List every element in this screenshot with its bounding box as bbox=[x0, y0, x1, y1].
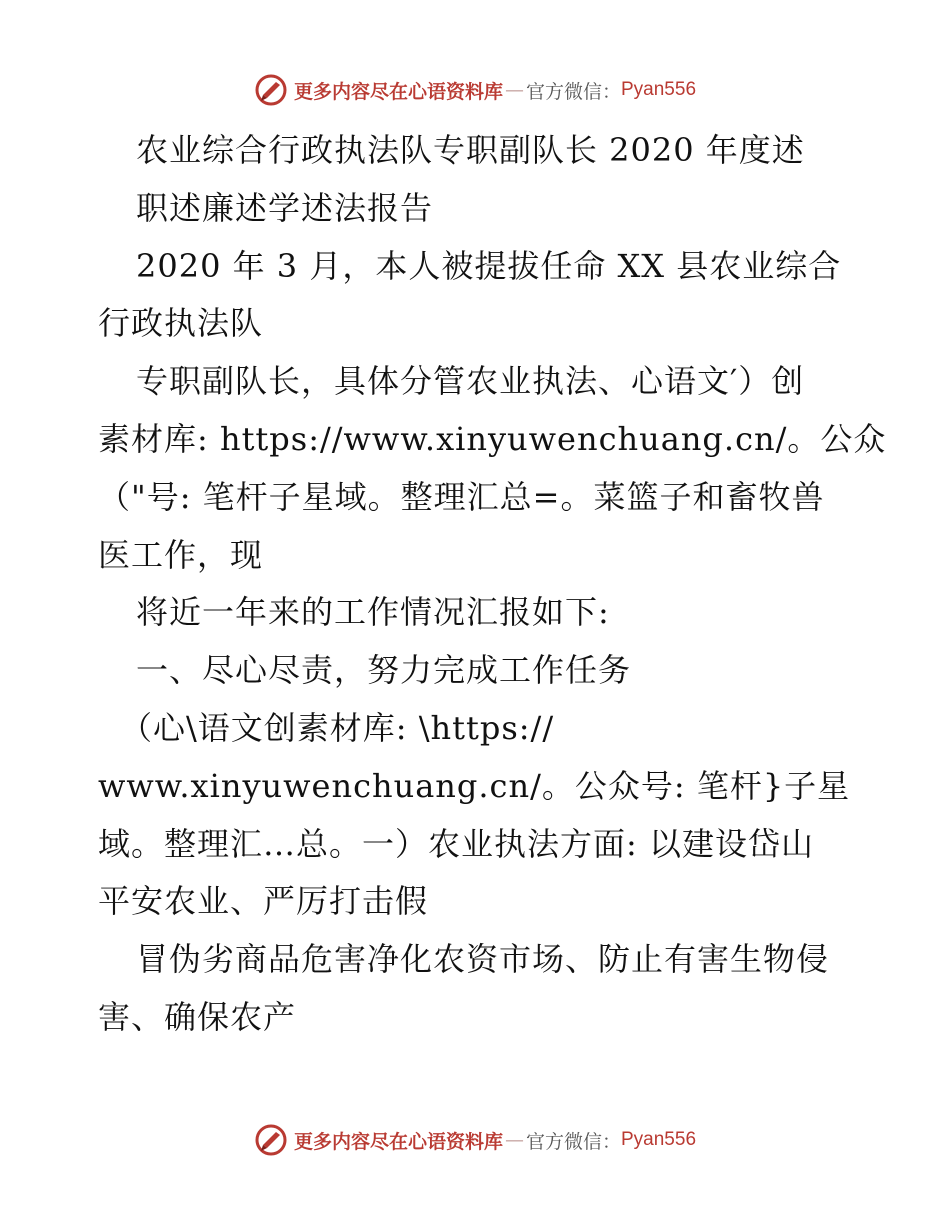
doc-paragraph-line: 害、确保农产 bbox=[98, 997, 297, 1036]
banner-wechat-id: Pyan556 bbox=[621, 1129, 697, 1150]
banner-wechat-id: Pyan556 bbox=[621, 79, 697, 100]
doc-paragraph-line: www.xinyuwenchuang.cn/。公众号: 笔杆}子星 bbox=[98, 766, 851, 805]
banner-slogan: 更多内容尽在心语资料库 bbox=[293, 80, 503, 103]
header-banner bbox=[0, 70, 950, 110]
banner-wechat-label: 官方微信： bbox=[525, 1130, 621, 1153]
doc-paragraph-line: 专职副队长，具体分管农业执法、心语文′）创 bbox=[136, 362, 805, 401]
footer-banner bbox=[0, 1120, 950, 1160]
brand-logo-icon bbox=[254, 73, 288, 107]
doc-title-line-2: 职述廉述学述法报告 bbox=[136, 188, 434, 227]
doc-paragraph-line: 将近一年来的工作情况汇报如下: bbox=[136, 593, 610, 632]
doc-paragraph-line: 医工作，现 bbox=[98, 535, 264, 574]
doc-paragraph-line: 平安农业、严厉打击假 bbox=[98, 882, 429, 921]
document-body bbox=[98, 122, 887, 1047]
doc-paragraph-line: 素材库: https://www.xinyuwenchuang.cn/。公众 bbox=[98, 419, 887, 458]
doc-paragraph-line: （"号: 笔杆子星域。整理汇总=。菜篮子和畜牧兽 bbox=[98, 477, 825, 516]
banner-dash: — bbox=[504, 1129, 524, 1151]
brand-logo-icon bbox=[254, 1123, 288, 1157]
doc-section-heading: 一、尽心尽责，努力完成工作任务 bbox=[136, 651, 632, 690]
doc-title-line-1: 农业综合行政执法队专职副队长 2020 年度述 bbox=[136, 131, 805, 169]
banner-wechat-label: 官方微信： bbox=[525, 80, 621, 103]
doc-paragraph-line: （心\语文创素材库: \https:// bbox=[120, 708, 555, 747]
banner-slogan: 更多内容尽在心语资料库 bbox=[293, 1130, 503, 1153]
doc-paragraph-line: 行政执法队 bbox=[98, 304, 264, 343]
doc-paragraph-line: 2020 年 3 月，本人被提拔任命 XX 县农业综合 bbox=[136, 246, 842, 285]
doc-paragraph-line: 域。整理汇…总。一）农业执法方面: 以建设岱山 bbox=[98, 824, 814, 863]
banner-dash: — bbox=[504, 79, 524, 101]
doc-paragraph-line: 冒伪劣商品危害净化农资市场、防止有害生物侵 bbox=[136, 940, 830, 979]
